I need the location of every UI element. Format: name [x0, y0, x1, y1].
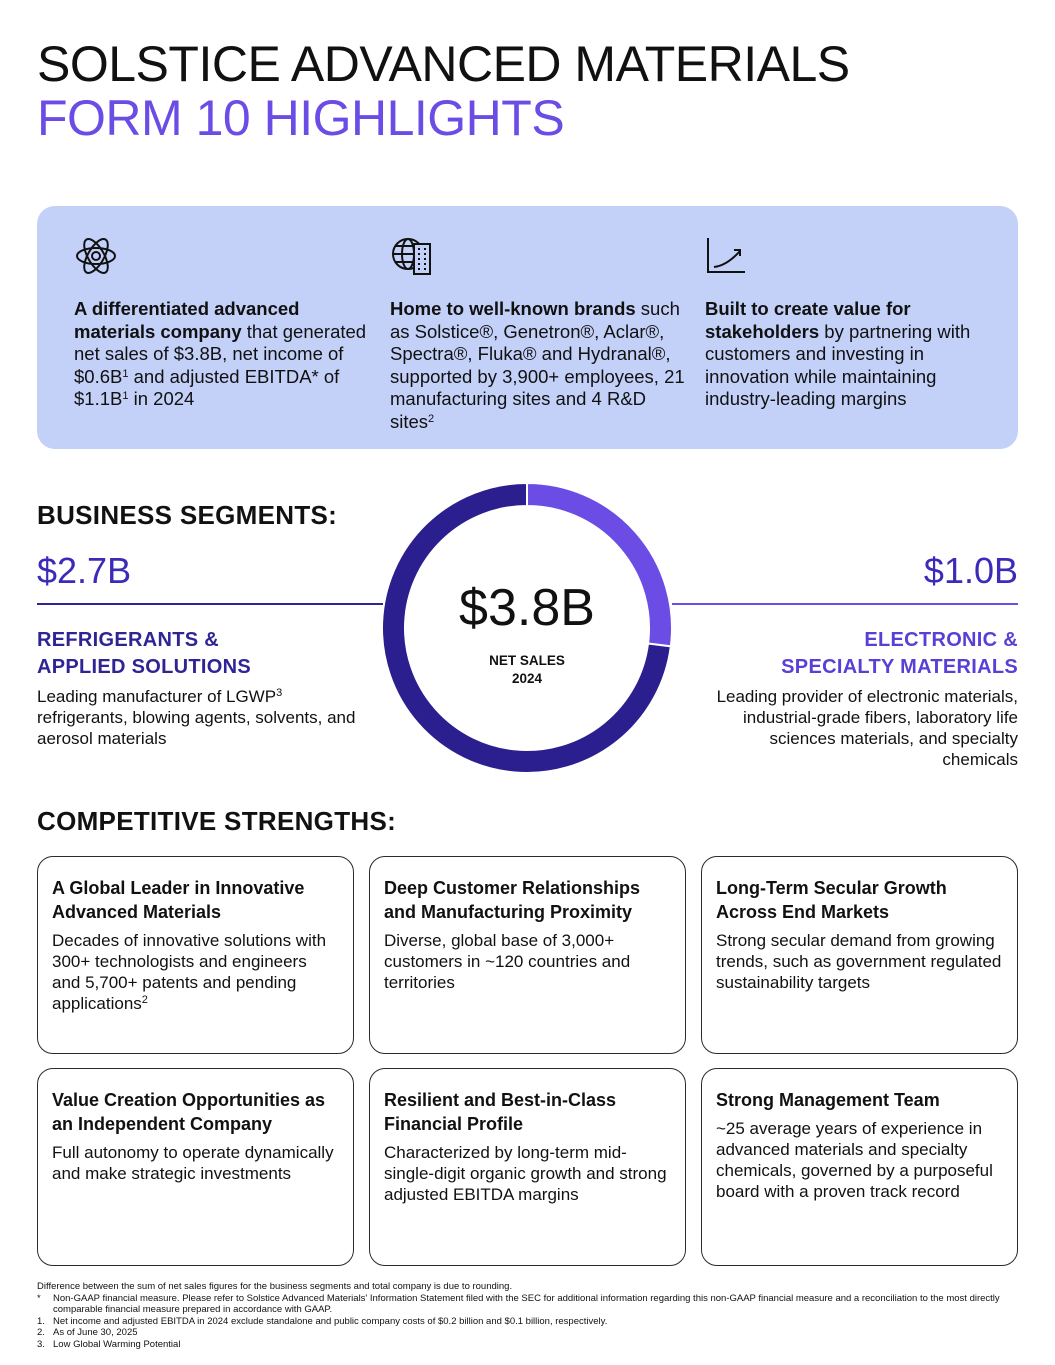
title-line-1: SOLSTICE ADVANCED MATERIALS — [37, 36, 850, 92]
refrigerants-value: $2.7B — [37, 550, 132, 591]
strength-card-title: Strong Management Team — [716, 1090, 940, 1110]
highlight-value — [705, 234, 1005, 411]
strength-card-desc: Strong secular demand from growing trends, such as government regulated sustainability targets — [716, 931, 1002, 992]
footnotes — [37, 1281, 1022, 1350]
strength-card-title: Deep Customer Relationships and Manufacturing Proximity — [384, 878, 641, 922]
footnote-intro: Difference between the sum of net sales figures for the business segments and total company is due to rounding. — [37, 1281, 513, 1292]
electronic-name: ELECTRONIC & SPECIALTY MATERIALS — [781, 629, 1018, 678]
strength-card — [369, 856, 686, 1054]
donut-center-value: $3.8B — [459, 579, 595, 637]
strength-card-title: Long-Term Secular Growth Across End Markets — [716, 878, 947, 922]
highlights-panel — [37, 206, 1018, 449]
footnote: 3. Low Global Warming Potential — [37, 1338, 181, 1350]
strength-card — [37, 856, 354, 1054]
electronic-divider — [672, 603, 1018, 605]
refrigerants-divider — [37, 603, 383, 605]
highlight-company-text: A differentiated advanced materials company that generated net sales of $3.8B, net income of $\$0.6B^1$ and adjusted EBITDA* of $\$1.1B^1$ in 2024 — [74, 298, 367, 409]
strength-card — [701, 1068, 1018, 1266]
globe-building-icon — [390, 234, 434, 278]
growth-chart-icon — [705, 234, 749, 278]
highlight-brands-text: Home to well-known brands such as Solstice®, Genetron®, Aclar®, Spectra®, Fluka® and Hydranal®, supported by 3,900+ employees, 21 manufacturing sites and 4 R&D sites$^2$ — [390, 298, 685, 432]
strength-card-title: Value Creation Opportunities as an Independent Company — [52, 1090, 326, 1134]
strength-card-desc: ~25 average years of experience in advanced materials and specialty chemicals, governed by a purposeful board with a proven track record — [716, 1119, 993, 1201]
strength-card-desc: Full autonomy to operate dynamically and make strategic investments — [52, 1143, 334, 1183]
strength-card — [37, 1068, 354, 1266]
atom-icon — [74, 234, 118, 278]
footnote: * Non-GAAP financial measure. Please refer to Solstice Advanced Materials' Information Statement filed with the SEC for additional information regarding this non-GAAP financial measure and a reconciliation to the most directly comparable financial measure prepared in accordance with GAAP. — [37, 1292, 1000, 1315]
strength-card-desc: Diverse, global base of 3,000+ customers in ~120 countries and territories — [384, 931, 631, 992]
highlight-company — [74, 234, 374, 411]
competitive-strengths-heading: COMPETITIVE STRENGTHS: — [37, 806, 397, 836]
refrigerants-description: Leading manufacturer of LGWP$^3$ refrigerants, blowing agents, solvents, and aerosol materials — [37, 687, 356, 748]
strength-card — [369, 1068, 686, 1266]
refrigerants-name: REFRIGERANTS & APPLIED SOLUTIONS — [37, 629, 252, 678]
electronic-value: $1.0B — [923, 550, 1018, 591]
strength-card-title: A Global Leader in Innovative Advanced Materials — [52, 878, 305, 922]
strength-card — [701, 856, 1018, 1054]
title-line-2: FORM 10 HIGHLIGHTS — [37, 90, 565, 146]
highlight-brands — [390, 234, 690, 433]
donut-center-label: NET SALES 2024 — [489, 653, 565, 686]
highlight-value-text: Built to create value for stakeholders by partnering with customers and investing in innovation while maintaining industry-leading margins — [705, 298, 971, 409]
footnote: 1. Net income and adjusted EBITDA in 2024 exclude standalone and public company costs of $0.2 billion and $0.1 billion, respectively. — [37, 1315, 608, 1327]
business-segments-heading: BUSINESS SEGMENTS: — [37, 500, 338, 530]
strength-card-desc: Characterized by long-term mid-single-digit organic growth and strong adjusted EBITDA margins — [384, 1143, 667, 1204]
strength-card-desc: Decades of innovative solutions with 300+ technologists and engineers and 5,700+ patents and pending applications$^2$ — [52, 931, 327, 1013]
footnote: 2. As of June 30, 2025 — [37, 1327, 138, 1338]
electronic-description: Leading provider of electronic materials, industrial-grade fibers, laboratory life sciences materials, and specialty chemicals — [716, 687, 1018, 769]
strength-card-title: Resilient and Best-in-Class Financial Profile — [384, 1090, 617, 1134]
